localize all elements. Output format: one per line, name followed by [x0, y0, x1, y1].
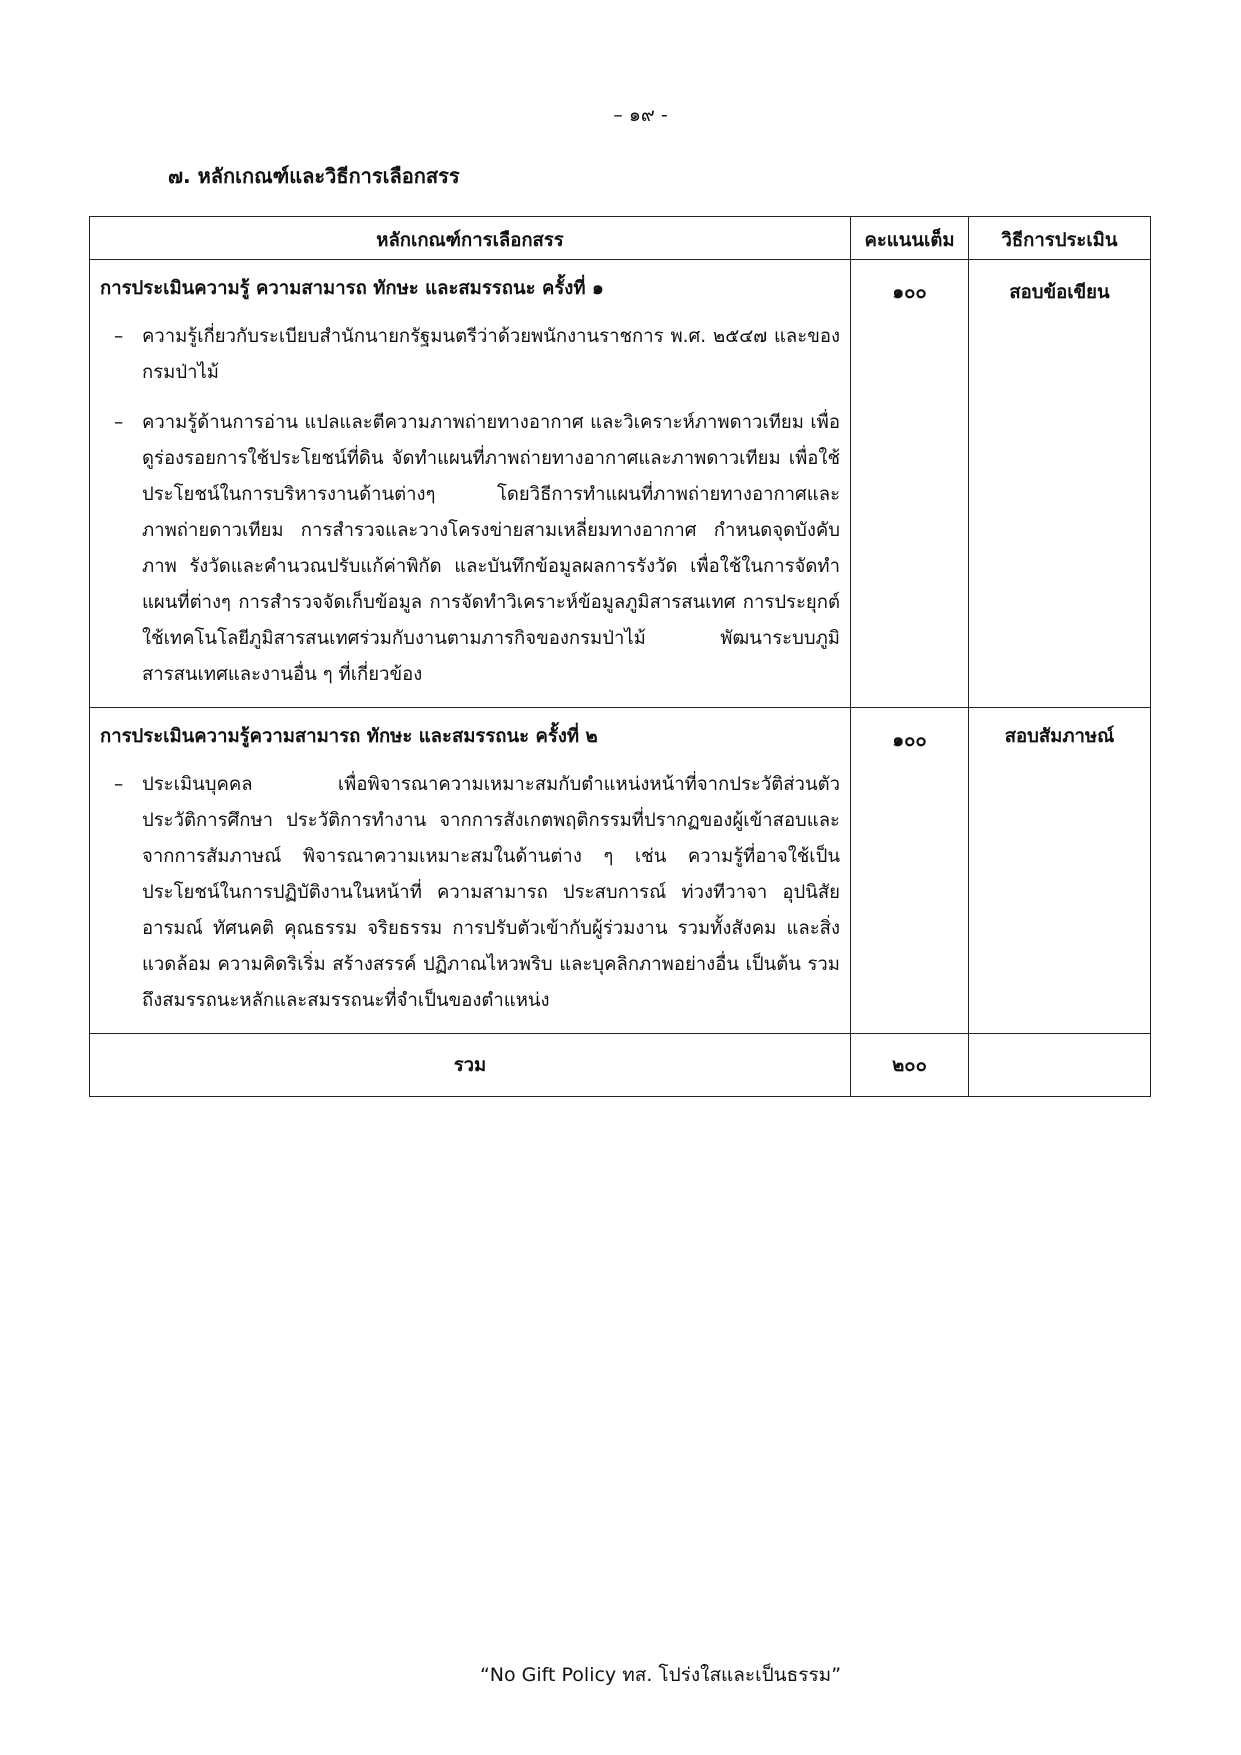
header-full-score: คะแนนเต็ม — [851, 217, 969, 260]
score-cell: ๑๐๐ — [851, 260, 969, 708]
criteria-cell — [90, 260, 851, 708]
criteria-cell — [90, 708, 851, 1034]
criteria-bullet — [100, 767, 840, 1019]
method-cell: สอบสัมภาษณ์ — [969, 708, 1151, 1034]
table-row — [90, 708, 1151, 1034]
criteria-bullet — [100, 319, 840, 391]
criteria-title: การประเมินความรู้ความสามารถ ทักษะ และสมรรถนะ ครั้งที่ ๒ — [100, 726, 598, 747]
header-criteria: หลักเกณฑ์การเลือกสรร — [90, 217, 851, 260]
total-score: ๒๐๐ — [851, 1034, 969, 1097]
table-row — [90, 260, 1151, 708]
dash-icon: – — [114, 774, 124, 795]
section-heading: ๗. หลักเกณฑ์และวิธีการเลือกสรร — [168, 164, 460, 188]
criteria-title: การประเมินความรู้ ความสามารถ ทักษะ และสมรรถนะ ครั้งที่ ๑ — [100, 278, 604, 299]
criteria-bullet — [100, 405, 840, 693]
header-method: วิธีการประเมิน — [969, 217, 1151, 260]
table-header-row — [90, 217, 1151, 260]
page-number: – ๑๙ - — [613, 104, 668, 126]
bullet-text: ความรู้เกี่ยวกับระเบียบสำนักนายกรัฐมนตรีว่าด้วยพนักงานราชการ พ.ศ. ๒๕๔๗ และของกรมป่าไม้ — [142, 326, 840, 383]
method-cell: สอบข้อเขียน — [969, 260, 1151, 708]
total-row — [90, 1034, 1151, 1097]
total-method — [969, 1034, 1151, 1097]
total-label: รวม — [90, 1034, 851, 1097]
dash-icon: – — [114, 326, 124, 347]
bullet-text: ประเมินบุคคล เพื่อพิจารณาความเหมาะสมกับตำแหน่งหน้าที่จากประวัติส่วนตัวประวัติการศึกษา ประวัติการทำงาน จากการสังเกตพฤติกรรมที่ปรากฏของผู้เข้าสอบและจากการสัมภาษณ์ พิจารณาความเหมาะสมในด้านต่าง ๆ เช่น ความรู้ที่อาจใช้เป็นประโยชน์ในการปฏิบัติงานในหน้าที่ ความสามารถ ประสบการณ์ ท่วงทีวาจา อุปนิสัย อารมณ์ ทัศนคติ คุณธรรม จริยธรรม การปรับตัวเข้ากับผู้ร่วมงาน รวมทั้งสังคม และสิ่งแวดล้อม ความคิดริเริ่ม สร้างสรรค์ ปฏิภาณไหวพริบ และบุคลิกภาพอย่างอื่น เป็นต้น รวมถึงสมรรถนะหลักและสมรรถนะที่จำเป็นของตำแหน่ง — [142, 774, 840, 1011]
score-cell: ๑๐๐ — [851, 708, 969, 1034]
dash-icon: – — [114, 412, 124, 433]
footer-slogan: “No Gift Policy ทส. โปร่งใสและเป็นธรรม” — [479, 1664, 842, 1686]
selection-criteria-table — [89, 216, 1151, 1097]
bullet-text: ความรู้ด้านการอ่าน แปลและตีความภาพถ่ายทางอากาศ และวิเคราะห์ภาพดาวเทียม เพื่อดูร่องรอยการใช้ประโยชน์ที่ดิน จัดทำแผนที่ภาพถ่ายทางอากาศและภาพดาวเทียม เพื่อใช้ประโยชน์ในการบริหารงานด้านต่างๆ โดยวิธีการทำแผนที่ภาพถ่ายทางอากาศและภาพถ่ายดาวเทียม การสำรวจและวางโครงข่ายสามเหลี่ยมทางอากาศ กำหนดจุดบังคับภาพ รังวัดและคำนวณปรับแก้ค่าพิกัด และบันทึกข้อมูลผลการรังวัด เพื่อใช้ในการจัดทำแผนที่ต่างๆ การสำรวจจัดเก็บข้อมูล การจัดทำวิเคราะห์ข้อมูลภูมิสารสนเทศ การประยุกต์ใช้เทคโนโลยีภูมิสารสนเทศร่วมกับงานตามภารกิจของกรมป่าไม้ พัฒนาระบบภูมิสารสนเทศและงานอื่น ๆ ที่เกี่ยวข้อง — [142, 412, 840, 685]
